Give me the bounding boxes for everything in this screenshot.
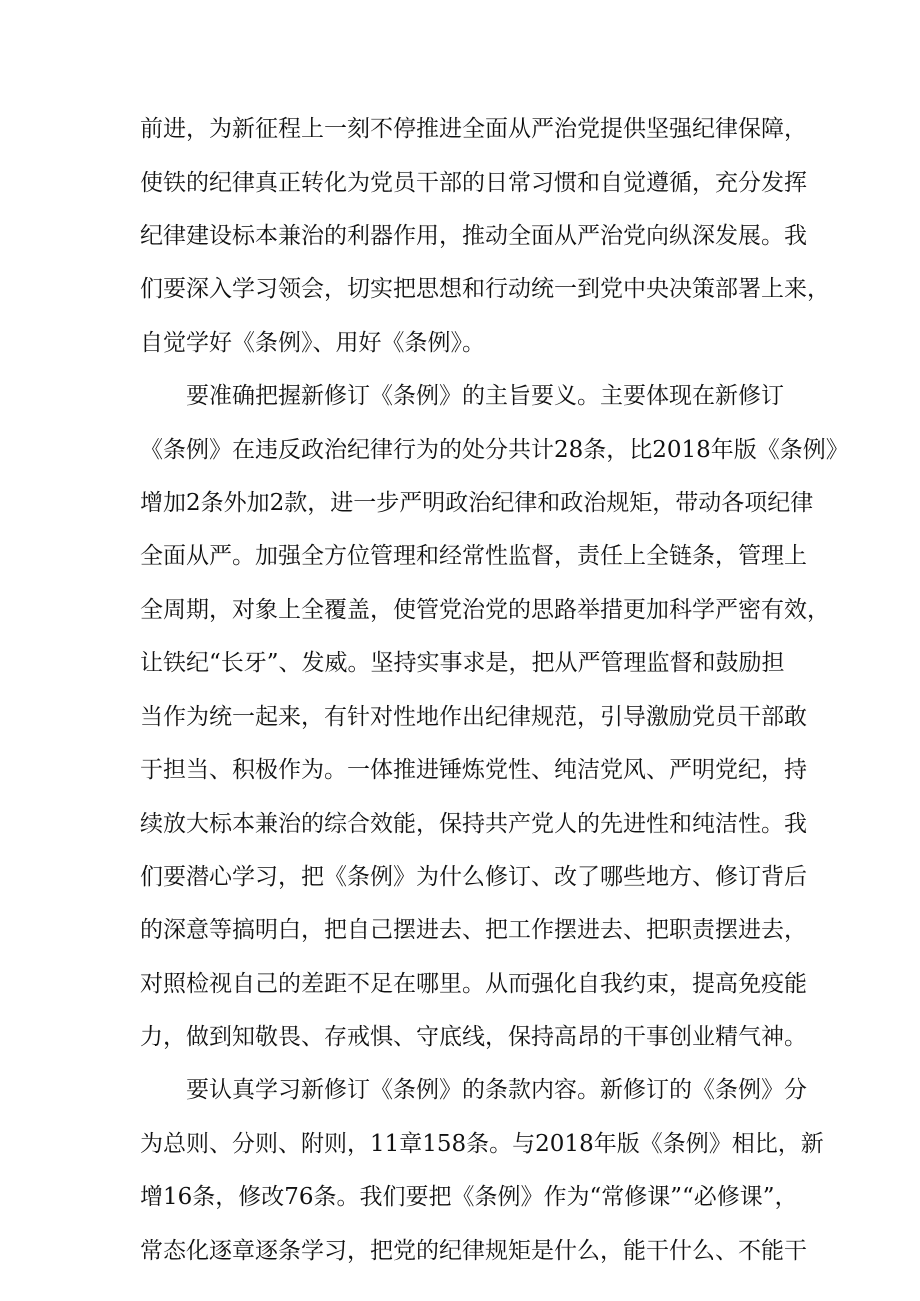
paragraph-start-line: 要认真学习新修订《条例》的条款内容。新修订的《条例》分 <box>186 1077 807 1103</box>
text-line: 的深意等搞明白，把自己摆进去、把工作摆进去、把职责摆进去， <box>140 917 807 943</box>
text-line: 全周期，对象上全覆盖，使管党治党的思路举措更加科学严密有效， <box>140 597 830 623</box>
text-line: 当作为统一起来，有针对性地作出纪律规范，引导激励党员干部敢 <box>140 704 807 730</box>
text-line: 常态化逐章逐条学习，把党的纪律规矩是什么，能干什么、不能干 <box>140 1238 807 1264</box>
paragraph-start-line: 要准确把握新修订《条例》的主旨要义。主要体现在新修订 <box>186 383 784 409</box>
text-line: 前进，为新征程上一刻不停推进全面从严治党提供坚强纪律保障， <box>140 116 807 142</box>
text-line: 对照检视自己的差距不足在哪里。从而强化自我约束，提高免疫能 <box>140 971 807 997</box>
text-line: 全面从严。加强全方位管理和经常性监督，责任上全链条，管理上 <box>140 543 807 569</box>
text-line: 增加2条外加2款，进一步严明政治纪律和政治规矩，带动各项纪律 <box>140 490 814 516</box>
text-line: 让铁纪“长牙”、发威。坚持实事求是，把从严管理监督和鼓励担 <box>140 650 785 676</box>
text-line: 自觉学好《条例》、用好《条例》。 <box>140 330 485 356</box>
text-line: 于担当、积极作为。一体推进锤炼党性、纯洁党风、严明党纪，持 <box>140 757 807 783</box>
text-line: 纪律建设标本兼治的利器作用，推动全面从严治党向纵深发展。我 <box>140 223 807 249</box>
text-line: 增16条，修改76条。我们要把《条例》作为“常修课”“必修课”， <box>140 1184 798 1210</box>
text-line: 为总则、分则、附则，11章158条。与2018年版《条例》相比，新 <box>140 1131 824 1157</box>
text-line: 《条例》在违反政治纪律行为的处分共计28条，比2018年版《条例》 <box>140 437 849 463</box>
text-line: 使铁的纪律真正转化为党员干部的日常习惯和自觉遵循，充分发挥 <box>140 170 807 196</box>
text-line: 们要潜心学习，把《条例》为什么修订、改了哪些地方、修订背后 <box>140 864 807 890</box>
text-line: 力，做到知敬畏、存戒惧、守底线，保持高昂的干事创业精气神。 <box>140 1024 807 1050</box>
text-line: 续放大标本兼治的综合效能，保持共产党人的先进性和纯洁性。我 <box>140 811 807 837</box>
text-line: 们要深入学习领会，切实把思想和行动统一到党中央决策部署上来， <box>140 276 830 302</box>
